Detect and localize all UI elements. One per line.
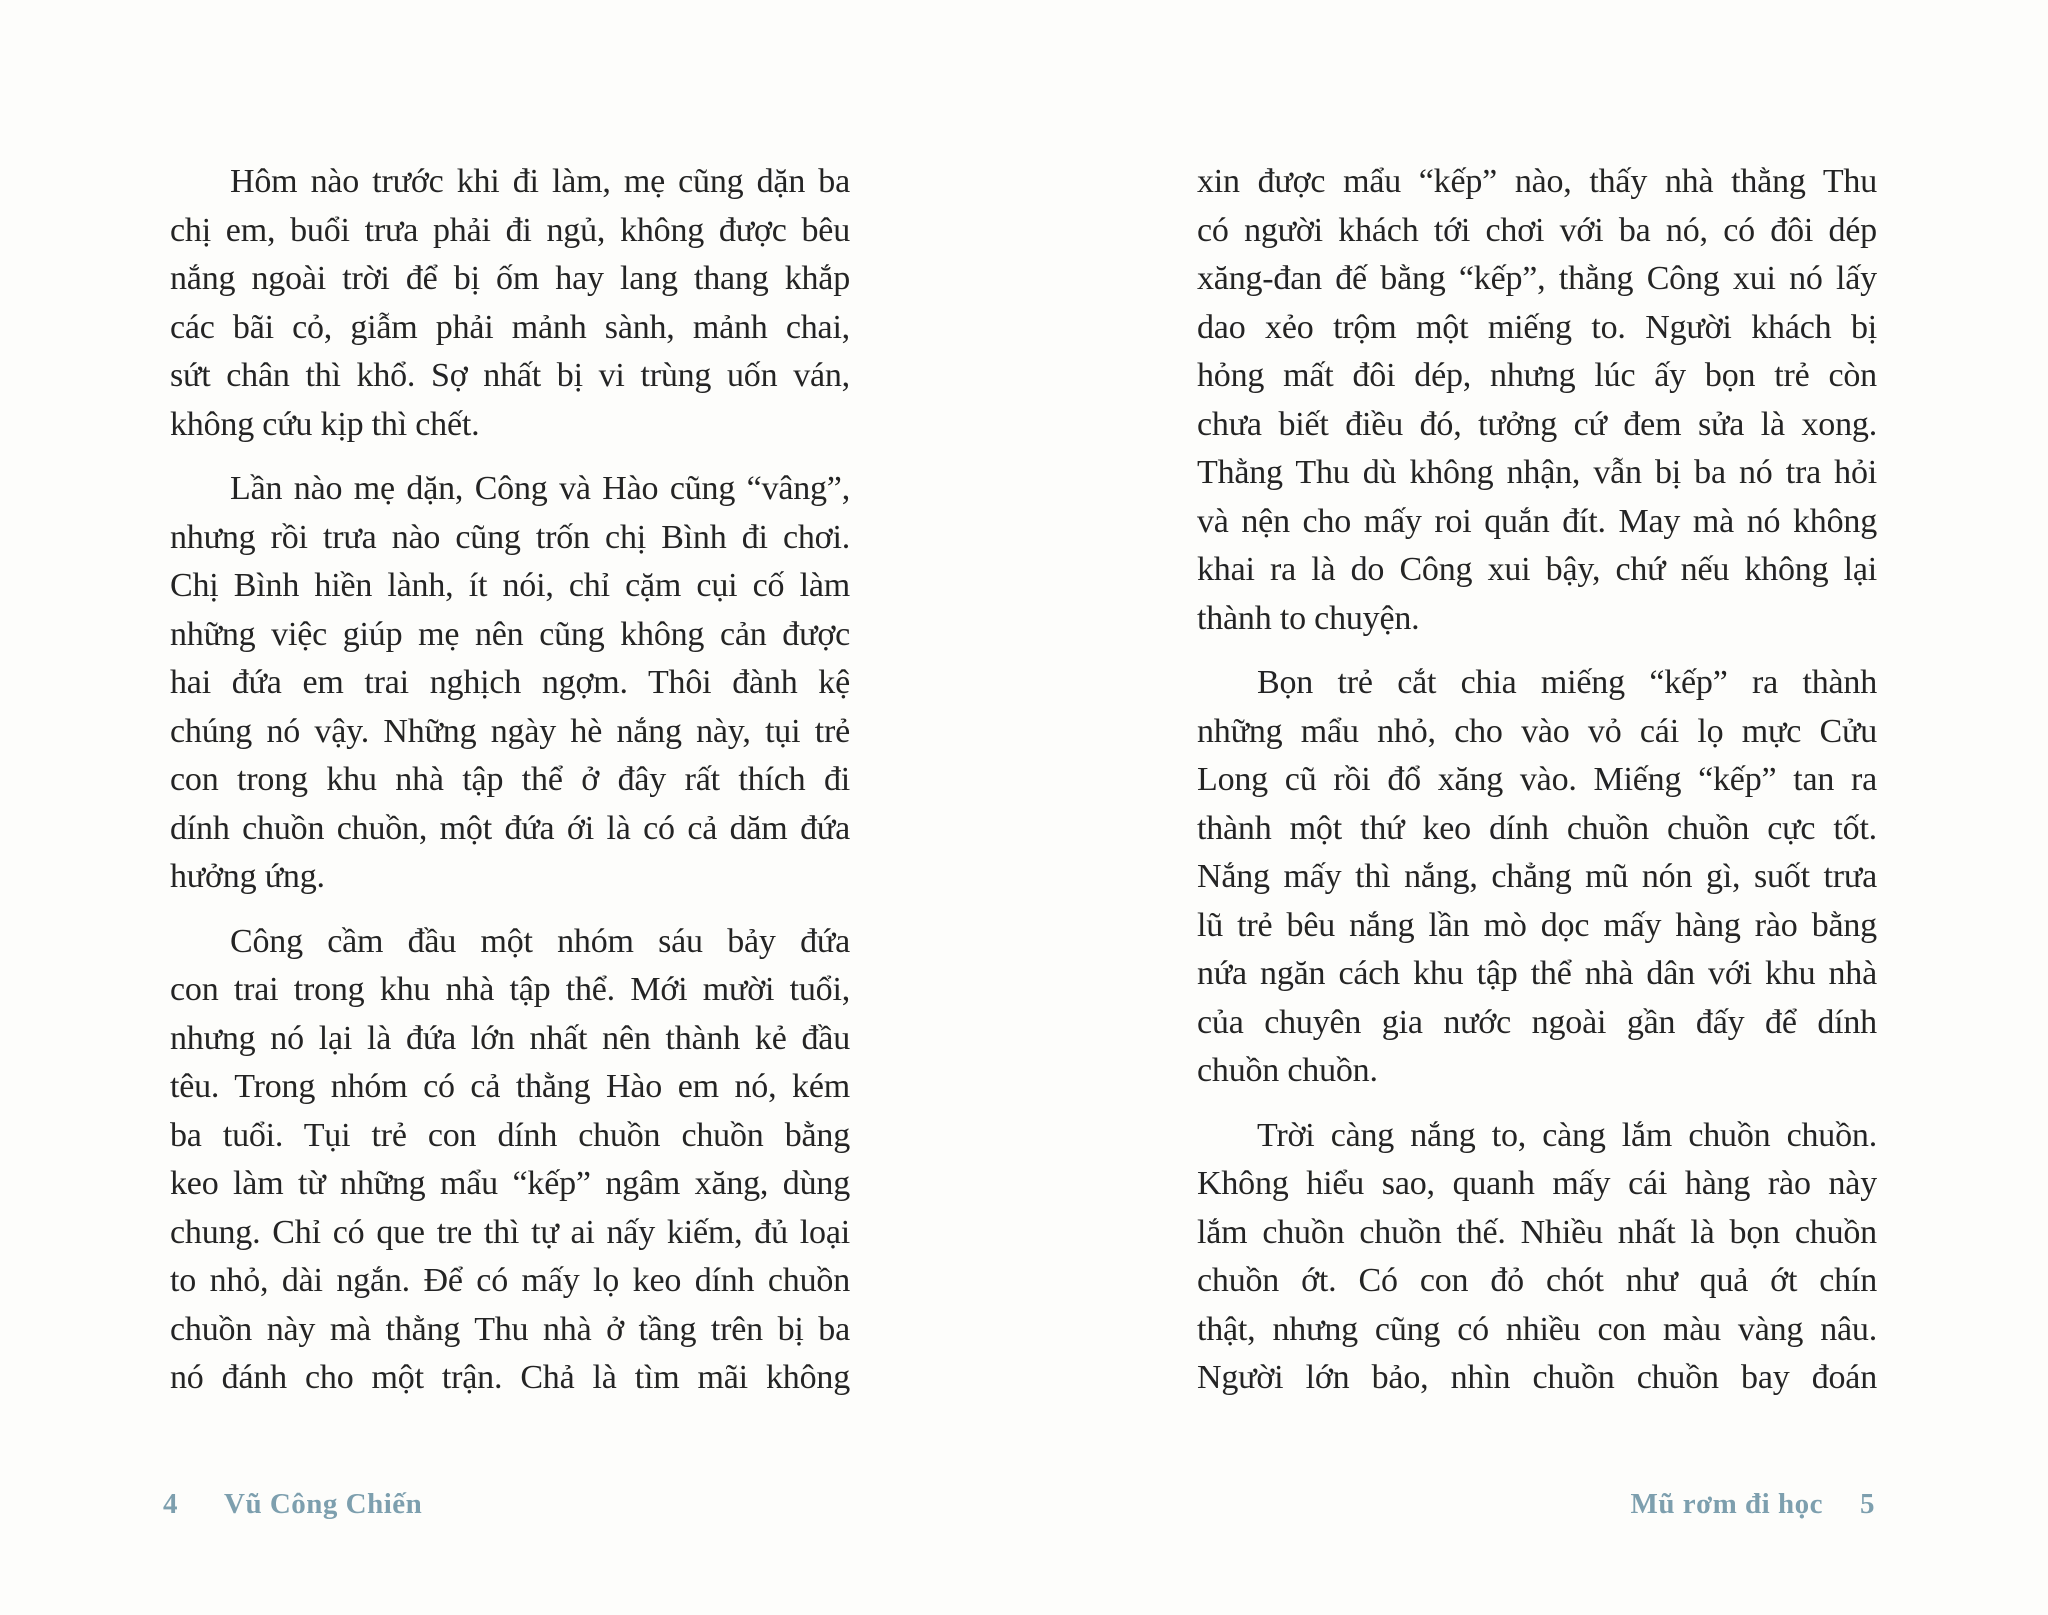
page-right-text: [1197, 158, 1877, 1403]
text-line: dính chuồn chuồn, một đứa ới là có cả dăm đứa: [170, 809, 850, 847]
text-line: lắm chuồn chuồn thế. Nhiều nhất là bọn chuồn: [1197, 1213, 1877, 1251]
text-line: xăng-đan đế bằng “kếp”, thằng Công xui nó lấy: [1197, 260, 1877, 297]
text-line: keo làm từ những mẩu “kếp” ngâm xăng, dùng: [170, 1165, 850, 1202]
text-line: khai ra là do Công xui bậy, chứ nếu không lại: [1197, 551, 1877, 588]
text-line: chị em, buổi trưa phải đi ngủ, không được bêu: [170, 211, 850, 249]
text-line: Bọn trẻ cắt chia miếng “kếp” ra thành: [1257, 664, 1877, 701]
text-line: nứa ngăn cách khu tập thể nhà dân với khu nhà: [1197, 955, 1877, 992]
paragraph: [170, 158, 850, 449]
text-line: hỏng mất đôi dép, nhưng lúc ấy bọn trẻ còn: [1197, 357, 1877, 394]
paragraph: [1197, 158, 1877, 643]
page-number-left: 4: [163, 1488, 178, 1520]
text-line: chuồn này mà thằng Thu nhà ở tầng trên bị ba: [170, 1310, 850, 1348]
text-line: thành một thứ keo dính chuồn chuồn cực tốt.: [1197, 809, 1877, 847]
text-line: không cứu kịp thì chết.: [170, 405, 480, 443]
text-line: chúng nó vậy. Những ngày hè nắng này, tụi trẻ: [170, 712, 850, 750]
page-left-text: [170, 158, 850, 1403]
text-line: nhưng rồi trưa nào cũng trốn chị Bình đi chơi.: [170, 518, 850, 556]
text-line: có người khách tới chơi với ba nó, có đôi dép: [1197, 211, 1877, 249]
text-line: chung. Chỉ có que tre thì tự ai nấy kiếm, đủ loại: [170, 1213, 850, 1251]
text-line: những mẩu nhỏ, cho vào vỏ cái lọ mực Cửu: [1197, 712, 1877, 750]
paragraph: [1197, 659, 1877, 1096]
text-line: Người lớn bảo, nhìn chuồn chuồn bay đoán: [1197, 1359, 1877, 1396]
text-line: chưa biết điều đó, tưởng cứ đem sửa là xong.: [1197, 405, 1877, 443]
text-line: sứt chân thì khổ. Sợ nhất bị vi trùng uốn ván,: [170, 357, 850, 394]
text-line: con trong khu nhà tập thể ở đây rất thích đi: [170, 761, 850, 798]
text-line: con trai trong khu nhà tập thể. Mới mười tuổi,: [170, 971, 850, 1008]
text-line: nắng ngoài trời để bị ốm hay lang thang khắp: [170, 260, 850, 297]
text-line: têu. Trong nhóm có cả thằng Hào em nó, kém: [170, 1068, 850, 1105]
text-line: Trời càng nắng to, càng lắm chuồn chuồn.: [1257, 1116, 1877, 1154]
running-footer-author: Vũ Công Chiến: [224, 1488, 423, 1520]
text-line: Thằng Thu dù không nhận, vẫn bị ba nó tra hỏi: [1197, 454, 1877, 491]
text-line: Long cũ rồi đổ xăng vào. Miếng “kếp” tan ra: [1197, 761, 1877, 798]
text-line: những việc giúp mẹ nên cũng không cản được: [170, 615, 850, 653]
text-line: xin được mẩu “kếp” nào, thấy nhà thằng Thu: [1197, 163, 1877, 200]
page-right-footer: [1630, 1488, 1875, 1521]
text-line: hưởng ứng.: [170, 858, 325, 895]
text-line: Lần nào mẹ dặn, Công và Hào cũng “vâng”,: [230, 470, 850, 507]
text-line: nó đánh cho một trận. Chả là tìm mãi không: [170, 1359, 850, 1396]
page-number-right: 5: [1860, 1488, 1875, 1520]
text-line: chuồn chuồn.: [1197, 1052, 1378, 1089]
text-line: dao xẻo trộm một miếng to. Người khách bị: [1197, 308, 1877, 346]
text-line: các bãi cỏ, giẫm phải mảnh sành, mảnh chai,: [170, 308, 850, 346]
text-line: chuồn ớt. Có con đỏ chót như quả ớt chín: [1197, 1262, 1877, 1299]
text-line: thật, nhưng cũng có nhiều con màu vàng nâu.: [1197, 1310, 1877, 1348]
paragraph: [1197, 1112, 1877, 1403]
text-line: thành to chuyện.: [1197, 599, 1420, 637]
text-line: Không hiểu sao, quanh mấy cái hàng rào này: [1197, 1165, 1877, 1202]
text-line: hai đứa em trai nghịch ngợm. Thôi đành kệ: [170, 664, 850, 701]
page-left-footer: [163, 1488, 422, 1521]
text-line: lũ trẻ bêu nắng lần mò dọc mấy hàng rào bằng: [1197, 906, 1877, 944]
text-line: của chuyên gia nước ngoài gần đấy để dính: [1197, 1003, 1877, 1041]
text-line: và nện cho mấy roi quắn đít. May mà nó không: [1197, 502, 1877, 540]
paragraph: [170, 918, 850, 1403]
text-line: Hôm nào trước khi đi làm, mẹ cũng dặn ba: [230, 163, 850, 200]
text-line: to nhỏ, dài ngắn. Để có mấy lọ keo dính chuồn: [170, 1262, 850, 1299]
paragraph: [170, 465, 850, 902]
text-line: nhưng nó lại là đứa lớn nhất nên thành kẻ đầu: [170, 1019, 850, 1057]
text-line: ba tuổi. Tụi trẻ con dính chuồn chuồn bằng: [170, 1116, 850, 1154]
text-line: Chị Bình hiền lành, ít nói, chỉ cặm cụi cố làm: [170, 567, 850, 604]
text-line: Công cầm đầu một nhóm sáu bảy đứa: [230, 922, 850, 960]
running-footer-title: Mũ rơm đi học: [1630, 1488, 1823, 1520]
text-line: Nắng mấy thì nắng, chẳng mũ nón gì, suốt trưa: [1197, 858, 1877, 895]
